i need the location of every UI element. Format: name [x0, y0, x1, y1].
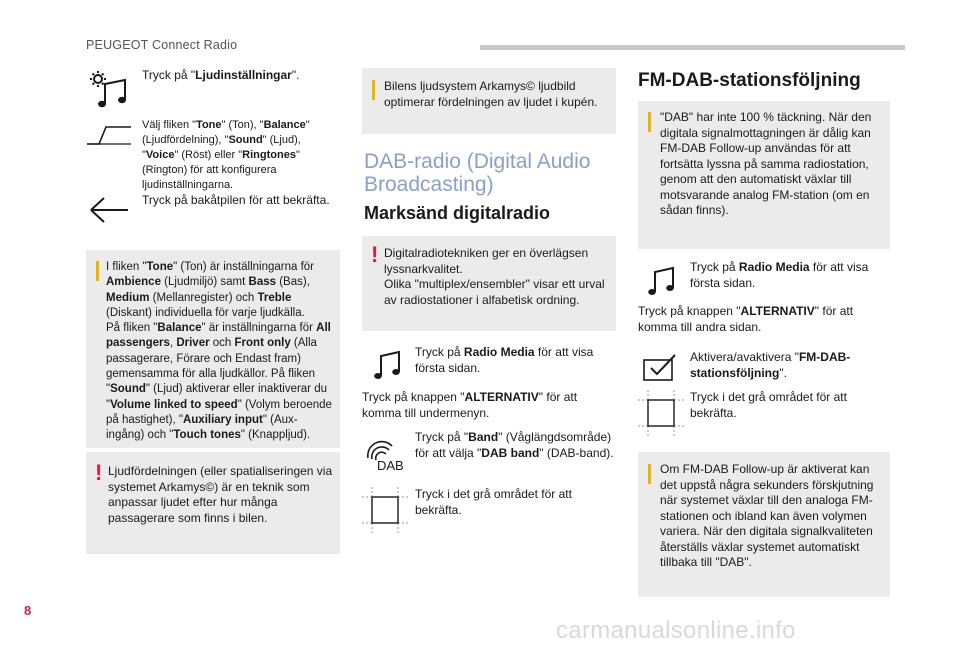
step-confirm-back: Tryck på bakåtpilen för att bekräfta.: [142, 193, 330, 207]
tab-icon: [86, 124, 132, 146]
info-box-tone: I fliken "Tone" (Ton) är inställningarna för Ambience (Ljudmiljö) samt Bass (Bas), Medium (Mellanregister) och Treble (Diskant) individuella för varje ljudkälla. På fliken "Balance" är inställningarna för All passengers, Driver och Front only (Alla passagerare, Förare och Endast fram) gemensamma för alla ljudkällor. På fliken "Sound" (Ljud) aktiverar eller inaktiverar du "Volume linked to speed" (Volym beroende på hastighet), "Auxiliary input" (Aux-ingång) och "Touch tones" (Knappljud).: [86, 250, 340, 448]
step-band: Tryck på "Band" (Våglängdsområde) för att välja "DAB band" (DAB-band).: [415, 430, 614, 460]
step-alternativ-2: Tryck på knappen "ALTERNATIV" för att komma till andra sidan.: [638, 304, 854, 334]
watermark: carmanualsonline.info: [556, 617, 796, 644]
checkbox-icon: [642, 352, 678, 382]
step-select-tab: Välj fliken "Tone" (Ton), "Balance" (Ljudfördelning), "Sound" (Ljud), "Voice" (Röst) eller "Ringtones" (Rington) för att konfigurera ljudinställningarna.: [142, 119, 310, 191]
step-sound-settings: Tryck på "Ljudinställningar".: [142, 68, 300, 82]
info-box-arkamys: Bilens ljudsystem Arkamys© ljudbild optimerar fördelningen av ljudet i kupén.: [362, 68, 616, 134]
warning-box-spatial: ! Ljudfördelningen (eller spatialiseringen via systemet Arkamys©) är en teknik som anpassar ljudet efter hur många passagerare som finns i bilen.: [86, 452, 340, 554]
heading-fm-dab: FM-DAB-stationsföljning: [638, 70, 861, 91]
step-radio-media-2: Tryck på Radio Media för att visa första sidan.: [690, 260, 869, 290]
step-confirm-grey-2: Tryck i det grå området för att bekräfta.: [690, 390, 847, 420]
grey-area-icon: [638, 390, 684, 436]
dab-icon-label: DAB: [377, 458, 404, 472]
step-toggle-follow: Aktivera/avaktivera "FM-DAB-stationsföljning".: [690, 350, 851, 380]
info-box-follow-up: Om FM-DAB Follow-up är aktiverat kan det uppstå några sekunders förskjutning när systemet växlar till den analoga FM-stationen och ibland kan även volymen variera. När den digitala signalkvaliteten återställs växlar systemet automatiskt tillbaka till "DAB".: [638, 452, 890, 597]
dab-band-icon: [362, 436, 408, 472]
heading-terrestrial: Marksänd digitalradio: [364, 203, 551, 223]
step-radio-media: Tryck på Radio Media för att visa första sidan.: [415, 345, 594, 375]
heading-dab: DAB-radio (Digital Audio Broadcasting): [364, 150, 591, 196]
info-box-coverage: "DAB" har inte 100 % täckning. När den digitala signalmottagningen är dålig kan FM-DAB Follow-up användas för att fortsätta lyssna på samma radiostation, genom att den automatiskt växlar till motsvarande analog FM-station (om en sådan finns).: [638, 101, 890, 249]
radio-media-icon: [368, 346, 404, 382]
running-header: PEUGEOT Connect Radio: [86, 38, 238, 52]
step-confirm-grey: Tryck i det grå området för att bekräfta.: [415, 487, 572, 517]
radio-media-icon: [642, 262, 678, 298]
warning-box-digital: ! Digitalradiotekniken ger en överlägsen lyssnarkvalitet. Olika "multiplex/ensembler" visar ett urval av radiostationer i alfabetisk ordning.: [362, 236, 616, 331]
back-arrow-icon: [88, 195, 130, 225]
warning-icon: !: [371, 242, 379, 267]
grey-area-icon: [362, 487, 408, 533]
header-rule: [480, 45, 905, 50]
warning-icon: !: [95, 460, 103, 485]
page-number: 8: [24, 603, 32, 618]
step-alternativ: Tryck på knappen "ALTERNATIV" för att komma till undermenyn.: [362, 390, 578, 420]
music-settings-icon: [88, 70, 130, 110]
